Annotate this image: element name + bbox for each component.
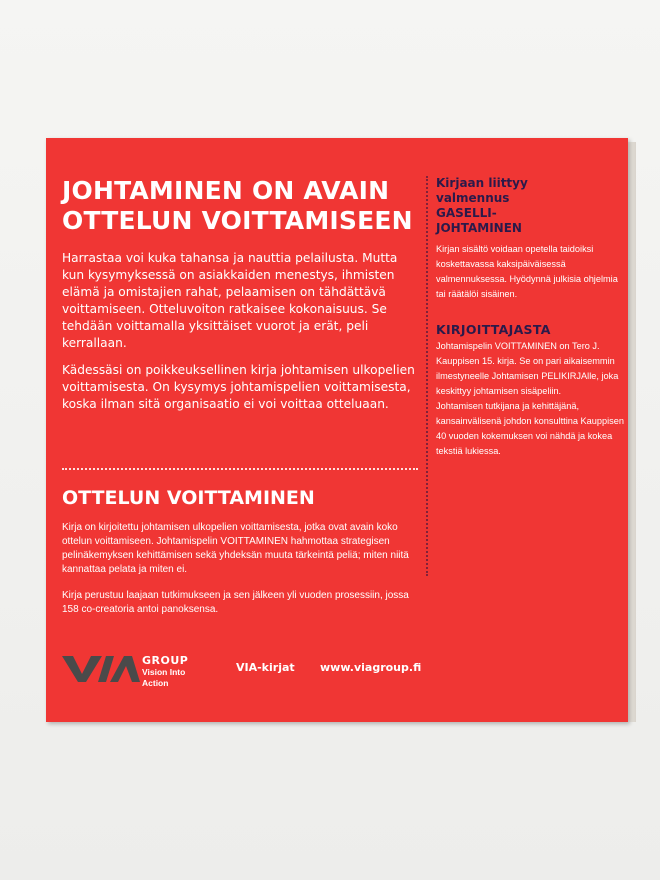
section-paragraph: Kirja perustuu laajaan tutkimukseen ja sen jälkeen yli vuoden prosessiin, jossa 158 co-creatoria antoi panoksensa. <box>62 590 409 615</box>
via-kirjat-label: VIA-kirjat <box>236 661 295 674</box>
section-ottelun-voittaminen <box>62 487 422 629</box>
website-url: www.viagroup.fi <box>320 661 422 674</box>
intro-paragraph: Kädessäsi on poikkeuksellinen kirja johtamisen ulkopelien voittamisesta. On kysymys johtamispelien voittamisesta, koska ilman sitä organisaatio ei voi voittaa otteluaan. <box>62 363 415 411</box>
author-paragraph: Johtamispelin VOITTAMINEN on Tero J. Kauppisen 15. kirja. Se on pari aikaisemmin ilmestyneelle Johtamisen PELIKIRJAlle, joka keskittyy johtamisen sisäpeliin. <box>436 341 619 396</box>
publisher-footer <box>62 650 422 686</box>
intro-text <box>62 250 417 413</box>
headline-line-1: JOHTAMINEN ON AVAIN <box>62 176 390 205</box>
dotted-divider <box>62 468 418 470</box>
headline-line-2: OTTELUN VOITTAMISEEN <box>62 206 413 235</box>
cover-headline <box>62 176 422 236</box>
main-column <box>62 176 422 423</box>
sidebar-heading-kirjoittajasta: KIRJOITTAJASTA <box>436 322 551 337</box>
via-logo-mark-icon <box>62 652 140 684</box>
intro-paragraph: Harrastaa voi kuka tahansa ja nauttia pelailusta. Mutta kun kysymyksessä on asiakkaiden menestys, ihmisten elämä ja omistajien rahat, pelaamisen on tähdättävä voittamiseen. Otteluvoiton ratkaisee kokonaisuus. Se tehdään voittamalla yksittäiset vuorot ja erät, peli kerrallaan. <box>62 251 398 350</box>
logo-text <box>142 654 192 689</box>
author-paragraph: Johtamisen tutkijana ja kehittäjänä, kansainvälisenä johdon konsulttina Kauppisen 40 vuoden kokemuksen voi nähdä ja kokea tekstiä lukiessa. <box>436 401 624 456</box>
sidebar-heading-line: valmennus <box>436 191 510 205</box>
sidebar-heading-valmennus <box>436 176 626 236</box>
sidebar-author-text <box>436 339 626 459</box>
section-title: OTTELUN VOITTAMINEN <box>62 487 315 509</box>
book-back-cover <box>46 138 628 722</box>
logo-name: GROUP <box>142 654 189 667</box>
section-paragraph: Kirja on kirjoitettu johtamisen ulkopelien voittamisesta, jotka ovat avain koko ottelun voittamiseen. Johtamispelin VOITTAMINEN hahmottaa strategisen pelinäkemyksen kehittämisen sekä yhdeksän muuta tärkeintä peliä; miten niitä kannattaa pelata ja miten ei. <box>62 522 409 575</box>
sidebar-heading-line: Kirjaan liittyy <box>436 176 528 190</box>
sidebar-valmennus-text: Kirjan sisältö voidaan opetella taidoiksi koskettavassa kaksipäiväisessä valmennuksessa. Hyödynnä julkisia ohjelmia tai räätälöi sisäinen. <box>436 244 618 299</box>
sidebar-column <box>426 176 626 576</box>
via-group-logo <box>62 652 192 688</box>
logo-tagline: Vision Into Action <box>142 667 186 688</box>
sidebar-heading-line: GASELLI- <box>436 206 497 220</box>
sidebar-heading-line: JOHTAMINEN <box>436 221 522 235</box>
